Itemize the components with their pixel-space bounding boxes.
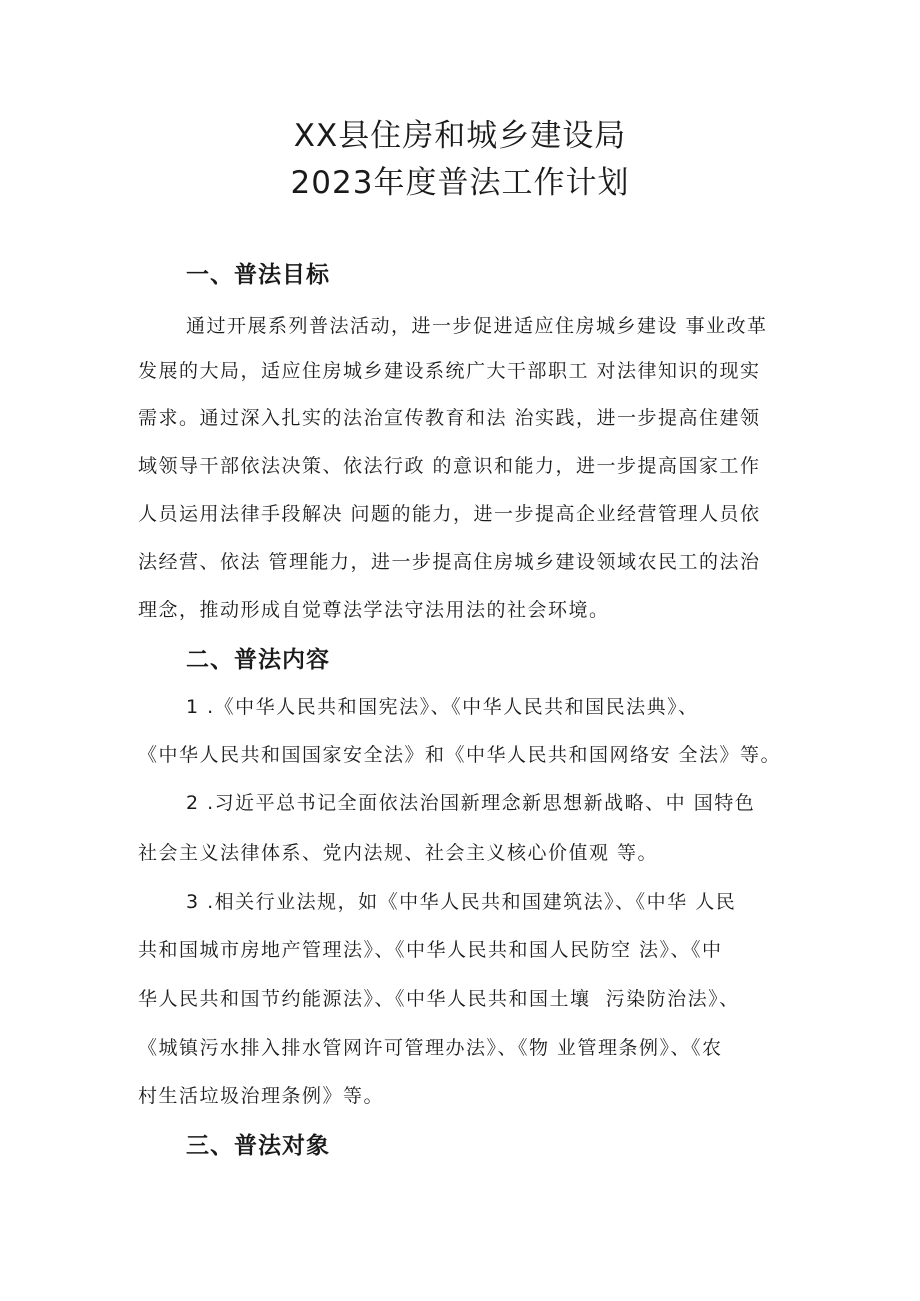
paragraph-line: 3 .相关行业法规，如《中华人民共和国建筑法》、《中华 人民 [186, 891, 737, 913]
paragraph-line: 社会主义法律体系、党内法规、社会主义核心价值观 等。 [138, 842, 659, 864]
paragraph-line: 域领导干部依法决策、依法行政 的意识和能力，进一步提高国家工作 [138, 455, 761, 477]
paragraph-line: 1 .《中华人民共和国宪法》、《中华人民共和国民法典》、 [186, 696, 699, 718]
paragraph-line: 发展的大局，适应住房城乡建设系统广大干部职工 对法律知识的现实 [138, 360, 761, 382]
paragraph-line: 人员运用法律手段解决 问题的能力，进一步提高企业经营管理人员依 [138, 503, 761, 525]
paragraph-line: 华人民共和国节约能源法》、《中华人民共和国土壤 污染防治法》、 [138, 988, 740, 1010]
paragraph-line: 2 .习近平总书记全面依法治国新理念新思想新战略、中 国特色 [186, 792, 756, 814]
document-title-line-2: 2023年度普法工作计划 [290, 165, 630, 201]
document-title-line-1: XX县住房和城乡建设局 [293, 118, 627, 154]
paragraph-line: 《城镇污水排入排水管网许可管理办法》、《物 业管理条例》、《农 [138, 1037, 723, 1059]
section-heading-goals: 一、普法目标 [186, 262, 330, 288]
paragraph-line: 需求。通过深入扎实的法治宣传教育和法 治实践，进一步提高住建领 [138, 407, 761, 429]
paragraph-line: 村生活垃圾治理条例》等。 [138, 1085, 385, 1107]
paragraph-line: 共和国城市房地产管理法》、《中华人民共和国人民防空 法》、《中 [138, 939, 723, 961]
paragraph-line: 法经营、依法 管理能力，进一步提高住房城乡建设领域农民工的法治 [138, 551, 761, 573]
section-heading-audience: 三、普法对象 [186, 1133, 330, 1159]
section-heading-content: 二、普法内容 [186, 647, 330, 673]
paragraph-line: 理念，推动形成自觉尊法学法守法用法的社会环境。 [138, 599, 610, 621]
paragraph-line: 《中华人民共和国国家安全法》和《中华人民共和国网络安 全法》等。 [138, 744, 782, 766]
paragraph-line: 通过开展系列普法活动，进一步促进适应住房城乡建设 事业改革 [186, 315, 768, 337]
